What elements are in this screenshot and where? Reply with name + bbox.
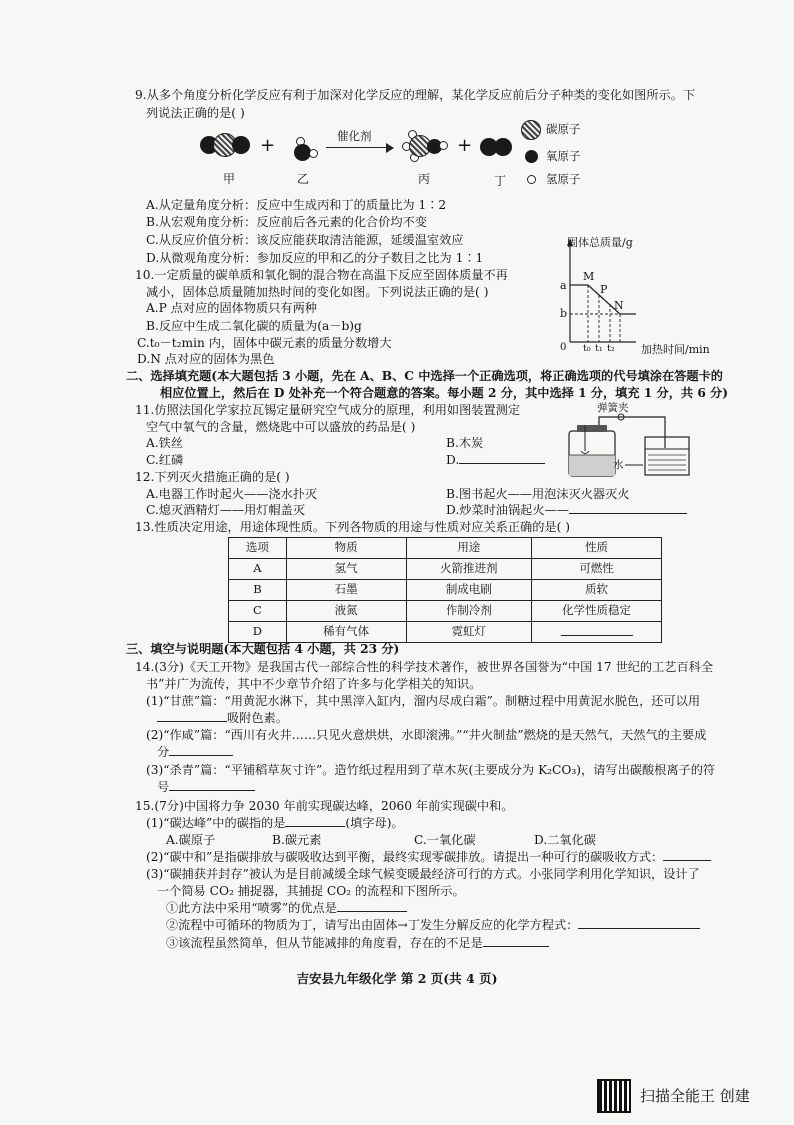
q15-stem: 15.(7分)中国将力争 2030 年前实现碳达峰，2060 年前实现碳中和。 — [135, 799, 514, 813]
oxygen-atom-icon — [525, 150, 538, 163]
page-footer: 吉安县九年级化学 第 2 页(共 4 页) — [296, 971, 498, 986]
q12-option-b: B.图书起火——用泡沫灭火器灭火 — [446, 487, 630, 501]
q9-option-c: C.从反应价值分析：该反应能获取清洁能源，延缓温室效应 — [146, 233, 464, 247]
q9-option-d: D.从微观角度分析：参加反应的甲和乙的分子数目之比为 1∶1 — [146, 251, 484, 265]
q12-stem: 12.下列灭火措施正确的是( ) — [135, 470, 290, 484]
q15-sub3: ③该流程虽然简单，但从节能减排的角度看，存在的不足是 — [166, 934, 549, 952]
q14-answer3-blank — [169, 778, 255, 791]
q15-sub1: ①此方法中采用“喷雾”的优点是 — [166, 899, 407, 917]
q15-answer2-blank — [663, 848, 711, 861]
q10-option-d: D.N 点对应的固体为黑色 — [137, 352, 275, 366]
graph-origin: 0 — [560, 342, 567, 353]
q15-option-d: D.二氧化碳 — [534, 833, 596, 847]
table-cell: 作制冷剂 — [406, 601, 532, 622]
catalyst-label: 催化剂 — [337, 129, 372, 143]
q15-option-c: C.一氧化碳 — [414, 833, 476, 847]
name-bing: 丙 — [418, 172, 431, 186]
q15-option-b: B.碳元素 — [272, 833, 322, 847]
q15-option-a: A.碳原子 — [166, 833, 216, 847]
q15-sub2: ②流程中可循环的物质为丁，请写出由固体→丁发生分解反应的化学方程式： — [166, 916, 700, 934]
header-use: 用途 — [406, 538, 532, 559]
table-cell: B — [229, 580, 287, 601]
q11-stem-line2: 空气中氧气的含量，燃烧匙中可以盛放的药品是( ) — [146, 420, 416, 434]
table-cell: 制成电刷 — [406, 580, 532, 601]
header-property: 性质 — [532, 538, 662, 559]
table-cell: 化学性质稳定 — [532, 601, 662, 622]
table-row — [229, 580, 662, 601]
table-cell-blank — [532, 622, 662, 643]
table-row — [229, 601, 662, 622]
graph-xtick-t2: t₂ — [607, 343, 615, 354]
table-cell: 液氮 — [286, 601, 406, 622]
q10-option-c: C.t₀－t₂min 内，固体中碳元素的质量分数增大 — [137, 336, 392, 350]
q15-part2: (2)“碳中和”是指碳排放与碳吸收达到平衡，最终实现零碳排放。请提出一种可行的碳吸收方式： — [146, 848, 711, 866]
graph-xtick-t1: t₁ — [595, 343, 603, 354]
q13-stem: 13.性质决定用途，用途体现性质。下列各物质的用途与性质对应关系正确的是( ) — [135, 520, 570, 534]
table-cell: D — [229, 622, 287, 643]
legend-oxygen: 氧原子 — [546, 149, 581, 163]
table-cell: 石墨 — [286, 580, 406, 601]
q14-part3-line2: 号 — [157, 778, 255, 796]
header-option: 选项 — [229, 538, 287, 559]
name-jia: 甲 — [223, 172, 236, 186]
q11-option-c: C.红磷 — [146, 453, 184, 467]
header-substance: 物质 — [286, 538, 406, 559]
molecule-yi — [291, 137, 321, 163]
q15-sub2-blank — [578, 916, 700, 929]
q14-answer2-blank — [169, 743, 233, 756]
molecule-bing — [402, 130, 448, 164]
section3-title: 三、填空与说明题(本大题包括 4 小题，共 23 分) — [126, 642, 400, 656]
qr-code-icon — [597, 1079, 631, 1113]
section2-title-line1: 二、选择填充题(本大题包括 3 小题，先在 A、B、C 中选择一个正确选项，将正确选项的代号填涂在答题卡的 — [126, 369, 723, 383]
q15-sub3-blank — [483, 934, 549, 947]
q14-part2-line2: 分 — [157, 743, 233, 761]
table-cell: 质软 — [532, 580, 662, 601]
table-cell: 火箭推进剂 — [406, 559, 532, 580]
q15-sub1-blank — [337, 899, 407, 912]
scanner-watermark: 扫描全能王 创建 — [640, 1087, 750, 1105]
legend-hydrogen: 氢原子 — [546, 172, 581, 186]
q11-stem-line1: 11.仿照法国化学家拉瓦锡定量研究空气成分的原理，利用如图装置测定 — [135, 403, 521, 417]
q9-option-a: A.从定量角度分析：反应中生成丙和丁的质量比为 1∶2 — [146, 198, 447, 212]
q11-option-b: B.木炭 — [446, 436, 484, 450]
q15-answer1-blank — [285, 814, 345, 827]
q14-answer1-blank — [157, 709, 227, 722]
q14-part1-line2: 吸附色素。 — [157, 709, 288, 727]
reaction-arrow — [326, 147, 390, 148]
graph-point-n: N — [614, 299, 624, 312]
table-cell: C — [229, 601, 287, 622]
name-yi: 乙 — [297, 172, 310, 186]
table-row — [229, 559, 662, 580]
oxygen-apparatus — [565, 403, 695, 478]
q9-stem-line2: 列说法正确的是( ) — [146, 106, 245, 120]
graph-point-p: P — [600, 283, 608, 296]
q15-part1: (1)“碳达峰”中的碳指的是 (填字母)。 — [146, 816, 404, 830]
q15-part3-line2: 一个简易 CO₂ 捕捉器，其捕捉 CO₂ 的流程和下图所示。 — [157, 884, 465, 898]
graph-ytick-a: a — [560, 279, 567, 292]
plus-sign-2: + — [457, 135, 473, 156]
table-cell: 稀有气体 — [286, 622, 406, 643]
q12-option-c: C.熄灭酒精灯——用灯帽盖灭 — [146, 503, 306, 517]
graph-ylabel: 固体总质量/g — [567, 236, 633, 249]
graph-ytick-b: b — [560, 307, 568, 320]
q9-stem-line1: 9.从多个角度分析化学反应有利于加深对化学反应的理解，某化学反应前后分子种类的变化如图所示。下 — [135, 88, 696, 102]
hydrogen-atom-icon — [527, 175, 536, 184]
q12-option-a: A.电器工作时起火——浇水扑灭 — [146, 487, 318, 501]
q10-stem-line1: 10.一定质量的碳单质和氧化铜的混合物在高温下反应至固体质量不再 — [135, 268, 508, 282]
table-cell: 氢气 — [286, 559, 406, 580]
table-cell: A — [229, 559, 287, 580]
q11-option-d: D. — [446, 451, 545, 469]
q10-option-b: B.反应中生成二氧化碳的质量为(a－b)g — [146, 319, 362, 333]
water-label: 水 — [613, 459, 624, 471]
table-cell: 霓虹灯 — [406, 622, 532, 643]
legend-carbon: 碳原子 — [546, 122, 581, 136]
q10-option-a: A.P 点对应的固体物质只有两种 — [146, 301, 317, 315]
graph-xtick-t0: t₀ — [583, 343, 591, 354]
q9-option-b: B.从宏观角度分析：反应前后各元素的化合价均不变 — [146, 215, 427, 229]
molecule-ding — [480, 138, 516, 156]
q12-option-d: D.炒菜时油锅起火—— — [446, 501, 687, 519]
q13-answer-blank — [561, 623, 633, 636]
graph-point-m: M — [583, 270, 595, 283]
arrow-head-icon — [386, 143, 394, 153]
q14-part3-line1: (3)“杀青”篇：“平铺稻草灰寸许”。造竹纸过程用到了草木灰(主要成分为 K₂CO₃)，请写出碳酸根离子的符 — [146, 763, 716, 777]
q14-part2-line1: (2)“作咸”篇：“西川有火井……只见火意烘烘，水即滚沸。”“井火制盐”燃烧的是天然气，天然气的主要成 — [146, 728, 707, 742]
q14-part1-line1: (1)“甘蔗”篇：“用黄泥水淋下，其中黑滓入缸内，溜内尽成白霜”。制糖过程中用黄泥水脱色，还可以用 — [146, 694, 701, 708]
q14-stem-line1: 14.(3分)《天工开物》是我国古代一部综合性的科学技术著作，被世界各国誉为“中国 17 世纪的工艺百科全 — [135, 660, 714, 674]
q14-stem-line2: 书”并广为流传，其中不少章节介绍了许多与化学相关的知识。 — [146, 677, 482, 691]
q13-table — [228, 537, 662, 643]
q10-stem-line2: 减小，固体总质量随加热时间的变化如图。下列说法正确的是( ) — [146, 285, 489, 299]
section2-title-line2: 相应位置上，然后在 D 处补充一个符合题意的答案。每小题 2 分，其中选择 1 分，填充 1 分，共 6 分) — [160, 386, 728, 400]
table-cell: 可燃性 — [532, 559, 662, 580]
plus-sign-1: + — [260, 135, 276, 156]
q11-answer-blank — [459, 451, 545, 464]
q12-answer-blank — [569, 501, 687, 514]
q11-option-a: A.铁丝 — [146, 436, 184, 450]
q15-part3-line1: (3)“碳捕获并封存”被认为是目前减缓全球气候变暖最经济可行的方式。小张同学利用化学知识，设计了 — [146, 867, 700, 881]
clamp-label: 弹簧夹 — [597, 402, 629, 414]
graph-xlabel: 加热时间/min — [641, 343, 710, 356]
name-ding: 丁 — [494, 174, 507, 188]
carbon-atom-icon — [521, 120, 541, 140]
table-header-row — [229, 538, 662, 559]
